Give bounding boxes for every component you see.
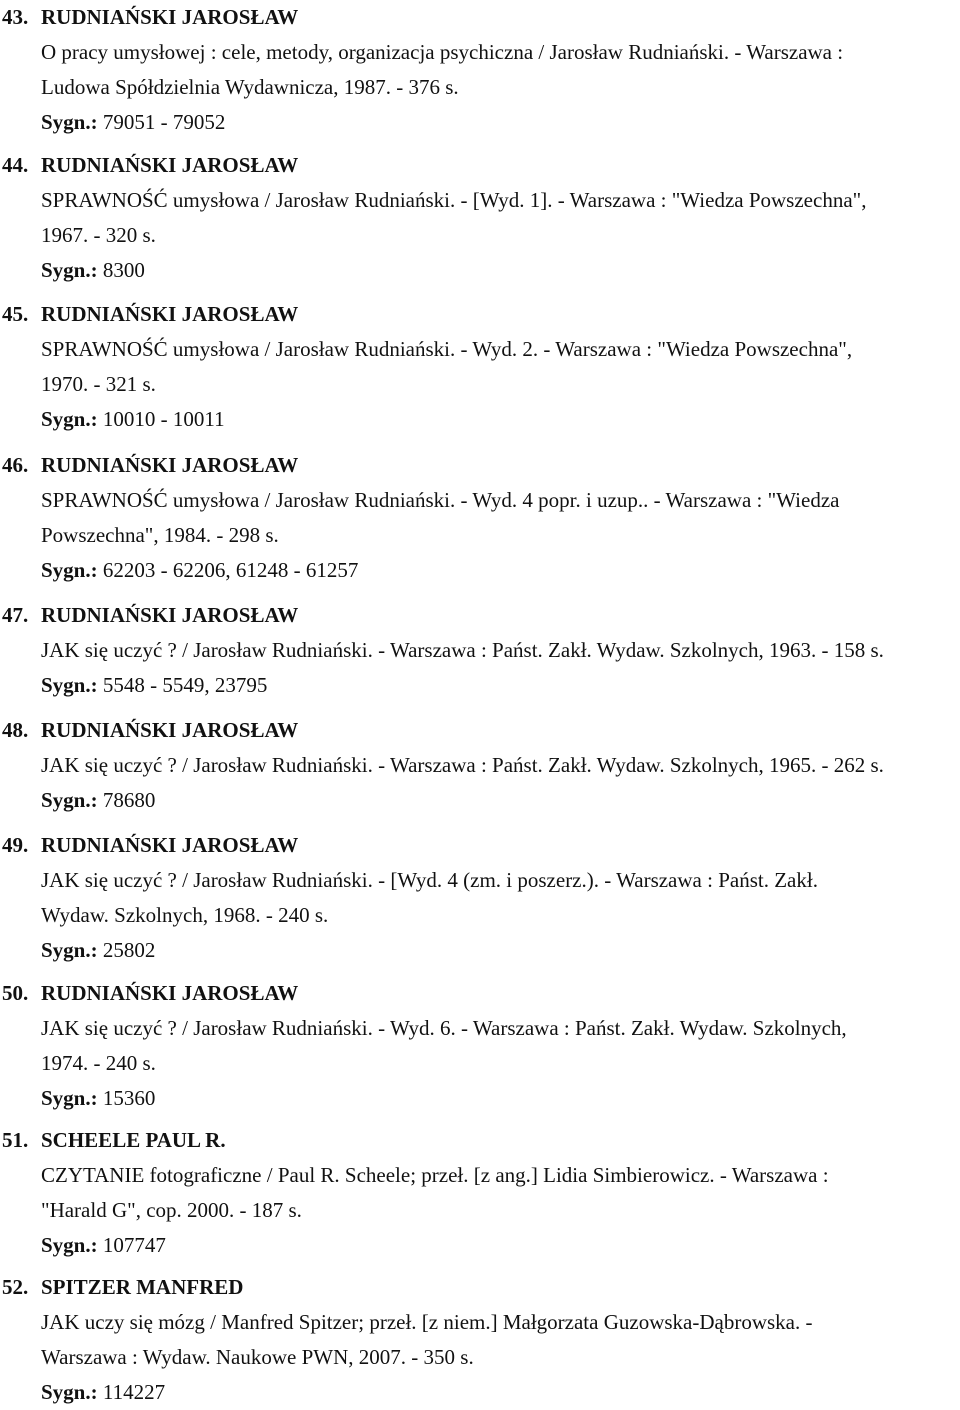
call-number-value: 10010 - 10011 bbox=[102, 407, 225, 431]
entry-author: RUDNIAŃSKI JAROSŁAW bbox=[41, 453, 299, 477]
call-number-value: 114227 bbox=[102, 1380, 166, 1404]
entry-description-line: SPRAWNOŚĆ umysłowa / Jarosław Rudniański. - Wyd. 4 popr. i uzup.. - Warszawa : "Wiedza bbox=[41, 488, 840, 512]
entry-call-number bbox=[0, 1228, 960, 1263]
entry-48 bbox=[0, 713, 960, 818]
entry-52 bbox=[0, 1270, 960, 1410]
entry-description-line: 1970. - 321 s. bbox=[41, 372, 156, 396]
entry-number: 47. bbox=[2, 603, 29, 627]
call-number-value: 79051 - 79052 bbox=[102, 110, 226, 134]
entry-call-number bbox=[0, 1081, 960, 1116]
entry-call-number bbox=[0, 253, 960, 288]
call-number-label: Sygn.: bbox=[41, 788, 98, 812]
entry-description-line: JAK się uczyć ? / Jarosław Rudniański. - Warszawa : Państ. Zakł. Wydaw. Szkolnych, 1965. - 262 s. bbox=[41, 753, 884, 777]
entry-description-line: JAK się uczyć ? / Jarosław Rudniański. - Wyd. 6. - Warszawa : Państ. Zakł. Wydaw. Szkolnych, bbox=[41, 1016, 847, 1040]
entry-number: 51. bbox=[2, 1128, 29, 1152]
entry-author: RUDNIAŃSKI JAROSŁAW bbox=[41, 833, 299, 857]
entry-number: 48. bbox=[2, 718, 29, 742]
call-number-value: 62203 - 62206, 61248 - 61257 bbox=[102, 558, 359, 582]
call-number-label: Sygn.: bbox=[41, 1380, 98, 1404]
entry-author: RUDNIAŃSKI JAROSŁAW bbox=[41, 981, 299, 1005]
call-number-value: 8300 bbox=[102, 258, 145, 282]
call-number-label: Sygn.: bbox=[41, 1233, 98, 1257]
entry-49 bbox=[0, 828, 960, 968]
entry-45 bbox=[0, 297, 960, 437]
entry-51 bbox=[0, 1123, 960, 1263]
entry-description-line: CZYTANIE fotograficzne / Paul R. Scheele; przeł. [z ang.] Lidia Simbierowicz. - Warszawa : bbox=[41, 1163, 829, 1187]
entry-description-line: SPRAWNOŚĆ umysłowa / Jarosław Rudniański. - Wyd. 2. - Warszawa : "Wiedza Powszechna", bbox=[41, 337, 853, 361]
entry-description-line: Wydaw. Szkolnych, 1968. - 240 s. bbox=[41, 903, 329, 927]
call-number-label: Sygn.: bbox=[41, 1086, 98, 1110]
entry-author: SCHEELE PAUL R. bbox=[41, 1128, 226, 1152]
entry-description-line: Warszawa : Wydaw. Naukowe PWN, 2007. - 350 s. bbox=[41, 1345, 474, 1369]
entry-description-line: O pracy umysłowej : cele, metody, organizacja psychiczna / Jarosław Rudniański. - Warszawa : bbox=[41, 40, 844, 64]
entry-call-number bbox=[0, 783, 960, 818]
entry-50 bbox=[0, 976, 960, 1116]
entry-call-number bbox=[0, 933, 960, 968]
entry-description-line: 1967. - 320 s. bbox=[41, 223, 156, 247]
call-number-value: 25802 bbox=[102, 938, 156, 962]
call-number-value: 107747 bbox=[102, 1233, 166, 1257]
call-number-label: Sygn.: bbox=[41, 110, 98, 134]
call-number-label: Sygn.: bbox=[41, 673, 98, 697]
entry-46 bbox=[0, 448, 960, 588]
entry-number: 45. bbox=[2, 302, 29, 326]
entry-description-line: Powszechna", 1984. - 298 s. bbox=[41, 523, 279, 547]
entry-call-number bbox=[0, 402, 960, 437]
entry-47 bbox=[0, 598, 960, 703]
entry-description-line: JAK uczy się mózg / Manfred Spitzer; przeł. [z niem.] Małgorzata Guzowska-Dąbrowska. - bbox=[41, 1310, 813, 1334]
entry-number: 46. bbox=[2, 453, 29, 477]
entry-call-number bbox=[0, 553, 960, 588]
entry-author: RUDNIAŃSKI JAROSŁAW bbox=[41, 718, 299, 742]
call-number-value: 78680 bbox=[102, 788, 156, 812]
call-number-label: Sygn.: bbox=[41, 558, 98, 582]
entry-description-line: SPRAWNOŚĆ umysłowa / Jarosław Rudniański. - [Wyd. 1]. - Warszawa : "Wiedza Powszechna", bbox=[41, 188, 867, 212]
entry-number: 44. bbox=[2, 153, 29, 177]
entry-author: RUDNIAŃSKI JAROSŁAW bbox=[41, 603, 299, 627]
call-number-value: 5548 - 5549, 23795 bbox=[102, 673, 268, 697]
entry-number: 50. bbox=[2, 981, 29, 1005]
entry-number: 52. bbox=[2, 1275, 29, 1299]
entry-call-number bbox=[0, 668, 960, 703]
entry-call-number bbox=[0, 105, 960, 140]
entry-author: RUDNIAŃSKI JAROSŁAW bbox=[41, 302, 299, 326]
entry-description-line: 1974. - 240 s. bbox=[41, 1051, 156, 1075]
call-number-value: 15360 bbox=[102, 1086, 156, 1110]
entry-author: SPITZER MANFRED bbox=[41, 1275, 244, 1299]
entry-43 bbox=[0, 0, 960, 140]
entry-author: RUDNIAŃSKI JAROSŁAW bbox=[41, 153, 299, 177]
entry-description-line: "Harald G", cop. 2000. - 187 s. bbox=[41, 1198, 302, 1222]
call-number-label: Sygn.: bbox=[41, 938, 98, 962]
call-number-label: Sygn.: bbox=[41, 407, 98, 431]
entry-number: 49. bbox=[2, 833, 29, 857]
entry-author: RUDNIAŃSKI JAROSŁAW bbox=[41, 5, 299, 29]
call-number-label: Sygn.: bbox=[41, 258, 98, 282]
entry-description-line: JAK się uczyć ? / Jarosław Rudniański. - [Wyd. 4 (zm. i poszerz.). - Warszawa : Państ. Zakł. bbox=[41, 868, 818, 892]
entry-number: 43. bbox=[2, 5, 29, 29]
entry-description-line: JAK się uczyć ? / Jarosław Rudniański. - Warszawa : Państ. Zakł. Wydaw. Szkolnych, 1963. - 158 s. bbox=[41, 638, 884, 662]
entry-44 bbox=[0, 148, 960, 288]
entry-description-line: Ludowa Spółdzielnia Wydawnicza, 1987. - 376 s. bbox=[41, 75, 459, 99]
